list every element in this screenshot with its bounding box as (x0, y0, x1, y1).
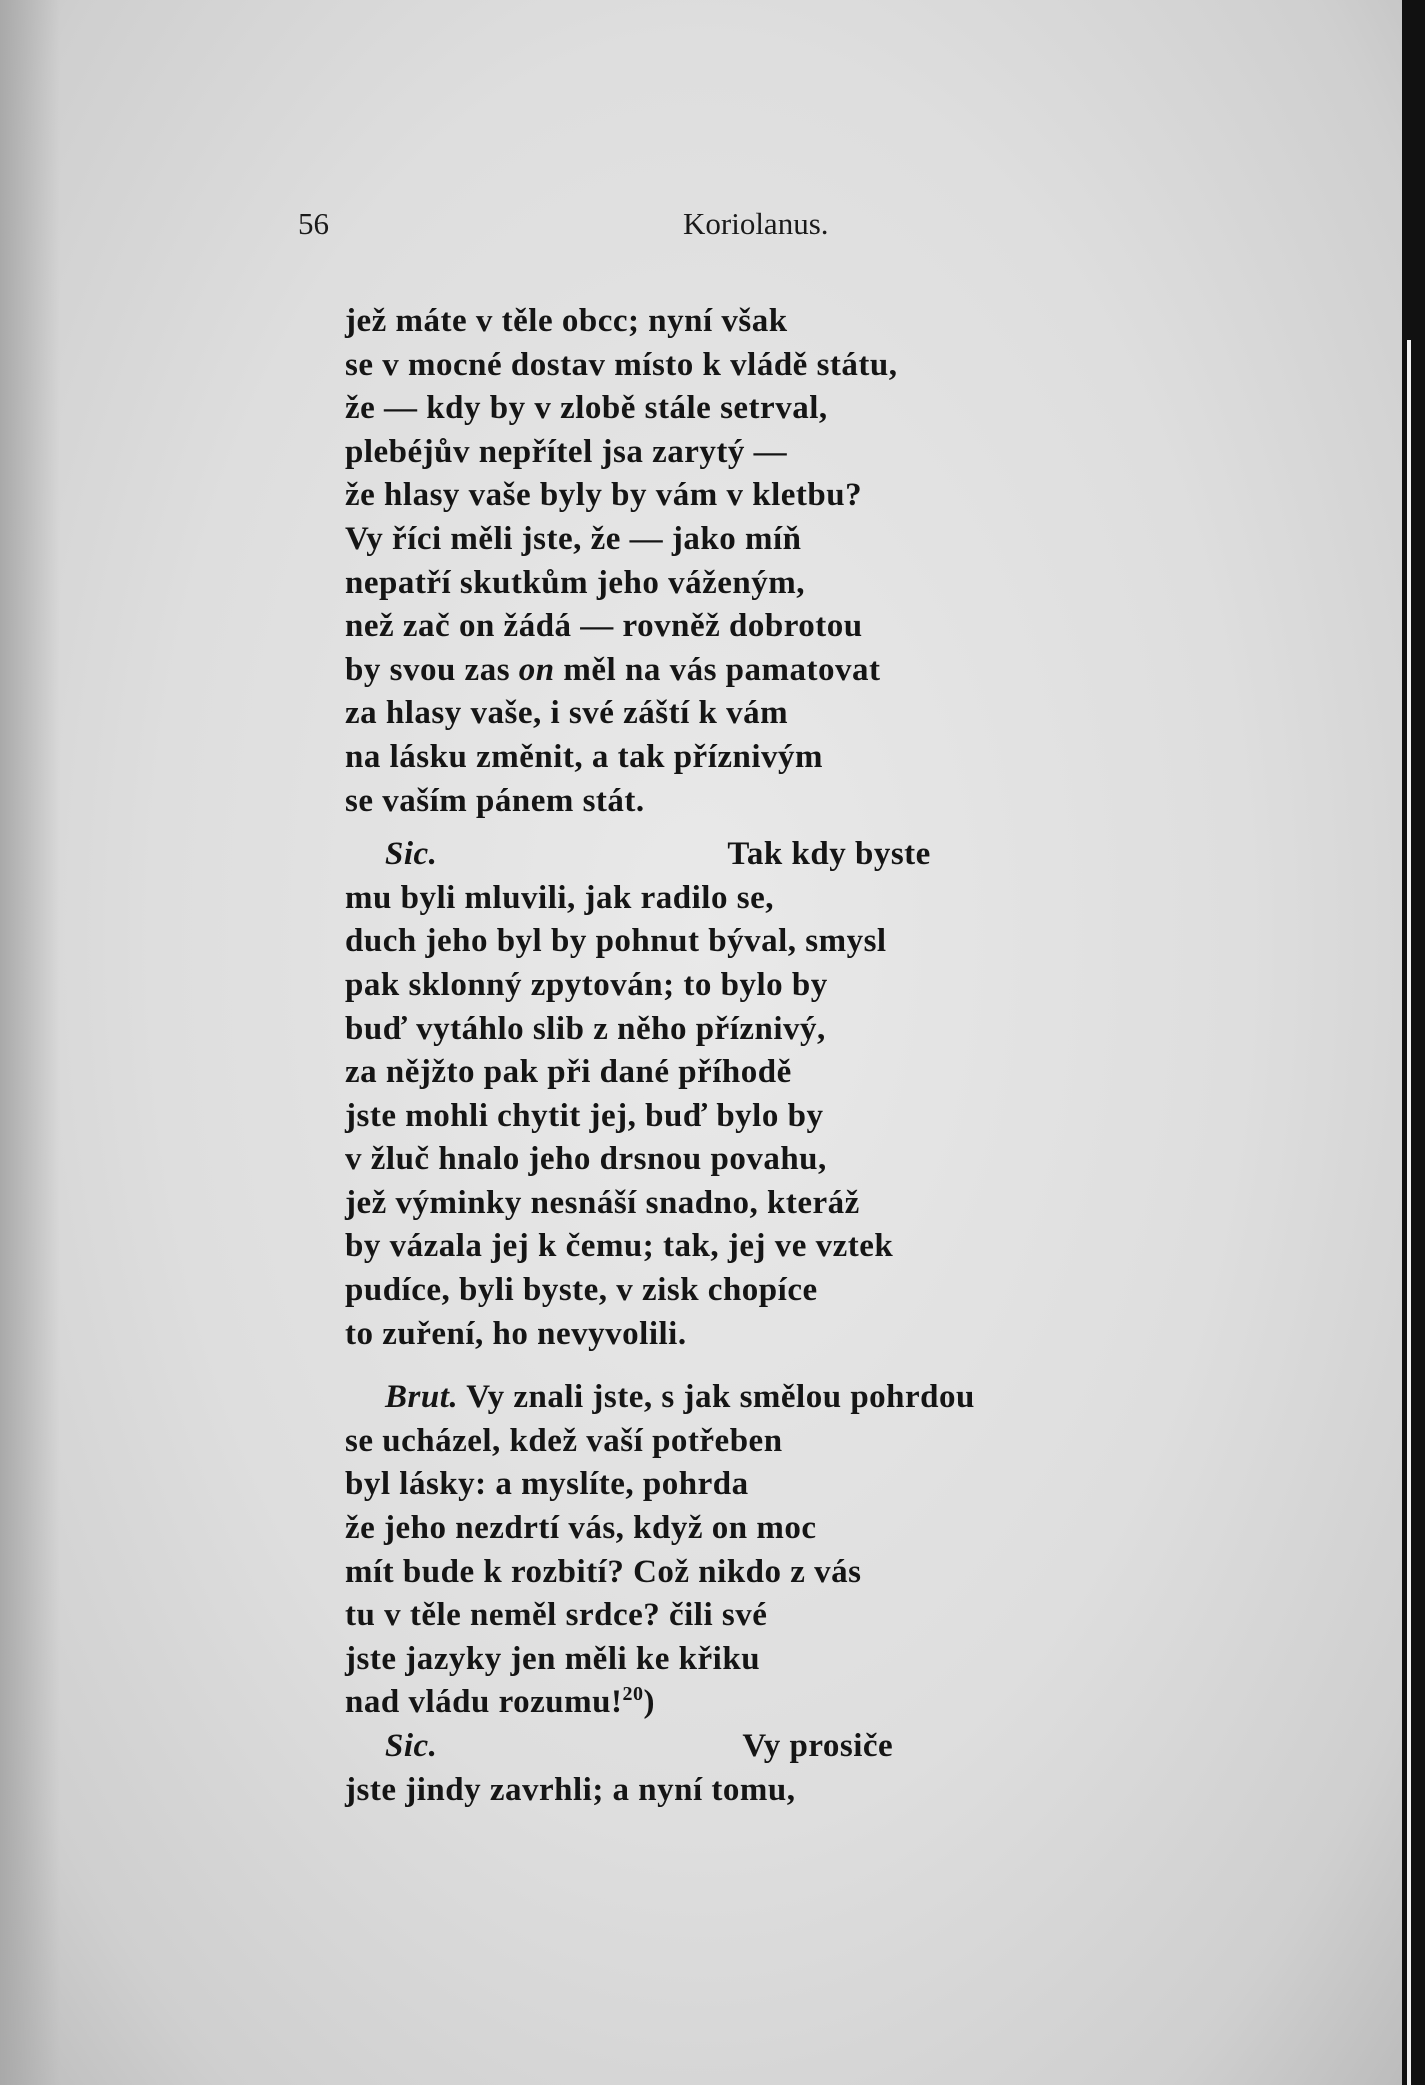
verse-line: v žluč hnalo jeho drsnou povahu, (345, 1141, 827, 1178)
verse-line: jež výminky nesnáší snadno, kteráž (345, 1184, 860, 1221)
speaker-name: Brut. (385, 1379, 459, 1416)
verse-line: jste mohli chytit jej, buď bylo by (345, 1097, 824, 1134)
verse-line: Vy říci měli jste, že — jako míň (345, 520, 802, 557)
verse-line: byl lásky: a myslíte, pohrda (345, 1466, 749, 1503)
verse-line: duch jeho byl by pohnut býval, smysl (345, 923, 887, 960)
verse-line: pak sklonný zpytován; to bylo by (345, 966, 828, 1003)
verse-line: buď vytáhlo slib z něho příznivý, (345, 1010, 826, 1047)
page-edge-shadow (0, 0, 60, 2085)
verse-line: se ucházel, kdež vaší potřeben (345, 1422, 783, 1459)
verse-text (345, 300, 1205, 1812)
page-number: 56 (298, 206, 329, 241)
verse-line: pudíce, byli byste, v zisk chopíce (345, 1272, 818, 1309)
emphasized-word: on (518, 651, 555, 688)
verse-line: jež máte v těle obcc; nyní však (345, 303, 788, 339)
running-title: Koriolanus. (683, 206, 829, 241)
speech-first-line (345, 833, 1205, 877)
verse-line: za nějžto pak při dané příhodě (345, 1054, 792, 1091)
verse-line: mít bude k rozbití? Což nikdo z vás (345, 1553, 862, 1590)
verse-line-part: Vy prosiče (742, 1728, 894, 1764)
speaker-name: Sic. (385, 1728, 438, 1764)
verse-line: by vázala jej k čemu; tak, jej ve vztek (345, 1228, 894, 1265)
verse-line-part: Tak kdy byste (727, 836, 931, 873)
speaker-name: Sic. (385, 836, 438, 873)
speech-first-line (345, 1725, 1205, 1769)
verse-line: že jeho nezdrtí vás, když on moc (345, 1510, 817, 1547)
verse-line: to zuření, ho nevyvolili. (345, 1315, 687, 1352)
verse-line: než zač on žádá — rovněž dobrotou (345, 608, 863, 645)
speech-first-line (345, 1376, 1205, 1420)
verse-line: nepatří skutkům jeho váženým, (345, 564, 806, 601)
running-header (298, 206, 868, 246)
verse-line-part: Vy znali jste, s jak smělou pohrdou (466, 1379, 975, 1416)
verse-line: mu byli mluvili, jak radilo se, (345, 879, 774, 916)
footnote-marker: 20 (622, 1683, 644, 1706)
book-spine (1402, 0, 1425, 2085)
verse-line: na lásku změnit, a tak příznivým (345, 738, 824, 775)
verse-line (345, 1681, 1205, 1725)
verse-line: jste jazyky jen měli ke křiku (345, 1640, 761, 1677)
verse-line: plebéjův nepřítel jsa zarytý — (345, 433, 788, 470)
verse-line-part: nad vládu rozumu! (345, 1684, 623, 1721)
verse-line: se vaším pánem stát. (345, 782, 645, 819)
footnote-close: ) (643, 1684, 655, 1721)
verse-line (345, 649, 1205, 693)
verse-line: že hlasy vaše byly by vám v kletbu? (345, 477, 863, 514)
verse-line: se v mocné dostav místo k vládě státu, (345, 346, 898, 383)
verse-line: za hlasy vaše, i své záští k vám (345, 695, 789, 732)
verse-line-part: měl na vás pamatovat (554, 651, 881, 688)
verse-line: jste jindy zavrhli; a nyní tomu, (345, 1771, 796, 1808)
verse-line: že — kdy by v zlobě stále setrval, (345, 390, 828, 427)
verse-line-part: by svou zas (345, 651, 519, 688)
spine-edge-line (1407, 340, 1411, 2085)
verse-line: tu v těle neměl srdce? čili své (345, 1597, 768, 1634)
